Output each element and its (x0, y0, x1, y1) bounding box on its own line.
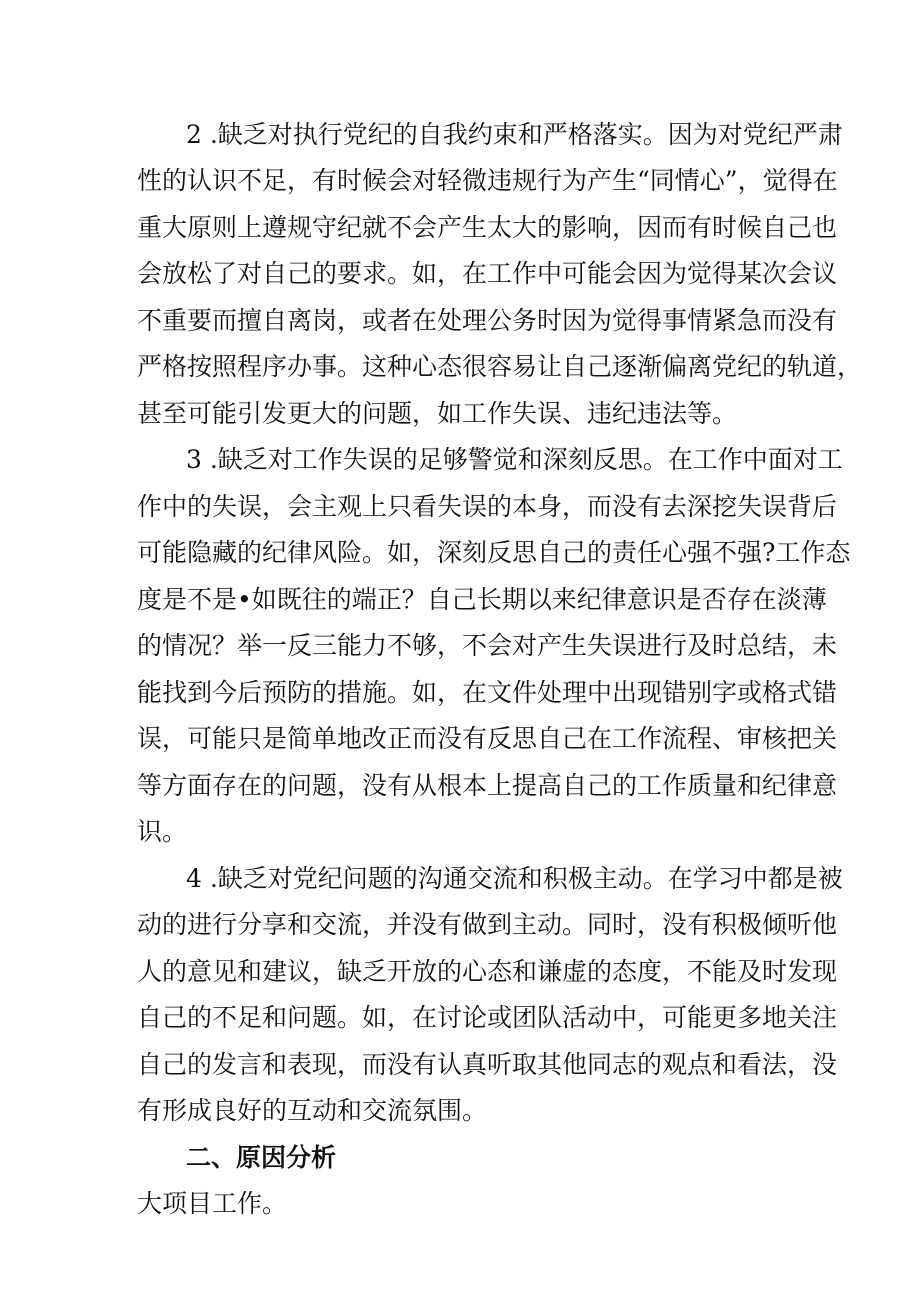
paragraph-line: 性的认识不足，有时候会对轻微违规行为产生“同情心”，觉得在 (137, 166, 838, 195)
paragraph-line: 能找到今后预防的措施。如，在文件处理中出现错别字或格式错 (137, 678, 838, 707)
trailing-text: 大项目工作。 (137, 1189, 288, 1218)
paragraph-line: 误，可能只是简单地改正而没有反思自己在工作流程、审核把关 (137, 724, 838, 753)
paragraph-line: 识。 (137, 817, 188, 846)
paragraph-line: 自己的发言和表现，而没有认真听取其他同志的观点和看法，没 (137, 1050, 838, 1079)
paragraph-line: 人的意见和建议，缺乏开放的心态和谦虚的态度，不能及时发现 (137, 957, 838, 986)
section-heading: 二、原因分析 (186, 1143, 337, 1172)
paragraph-line: 4 .缺乏对党纪问题的沟通交流和积极主动。在学习中都是被 (186, 864, 843, 893)
paragraph-line: 3 .缺乏对工作失误的足够警觉和深刻反思。在工作中面对工 (186, 445, 843, 474)
paragraph-line: 等方面存在的问题，没有从根本上提高自己的工作质量和纪律意 (137, 771, 838, 800)
paragraph-line: 度是不是•如既往的端正？自己长期以来纪律意识是否存在淡薄 (137, 585, 827, 614)
paragraph-line: 甚至可能引发更大的问题，如工作失误、违纪违法等。 (137, 399, 738, 428)
paragraph-line: 不重要而擅自离岗，或者在处理公务时因为觉得事情紧急而没有 (137, 306, 838, 335)
paragraph-line: 自己的不足和问题。如，在讨论或团队活动中，可能更多地关注 (137, 1003, 838, 1032)
paragraph-line: 的情况？举一反三能力不够，不会对产生失误进行及时总结，未 (137, 631, 838, 660)
paragraph-line: 会放松了对自己的要求。如，在工作中可能会因为觉得某次会议 (137, 259, 838, 288)
paragraph-line: 动的进行分享和交流，并没有做到主动。同时，没有积极倾听他 (137, 910, 838, 939)
paragraph-line: 2 .缺乏对执行党纪的自我约束和严格落实。因为对党纪严肃 (186, 120, 843, 149)
paragraph-line: 严格按照程序办事。这种心态很容易让自己逐渐偏离党纪的轨道， (137, 352, 863, 381)
paragraph-line: 有形成良好的互动和交流氛围。 (137, 1096, 488, 1125)
paragraph-line: 可能隐藏的纪律风险。如，深刻反思自己的责任心强不强?工作态 (137, 538, 851, 567)
paragraph-line: 作中的失误，会主观上只看失误的本身，而没有去深挖失误背后 (137, 492, 838, 521)
paragraph-line: 重大原则上遵规守纪就不会产生太大的影响，因而有时候自己也 (137, 213, 838, 242)
